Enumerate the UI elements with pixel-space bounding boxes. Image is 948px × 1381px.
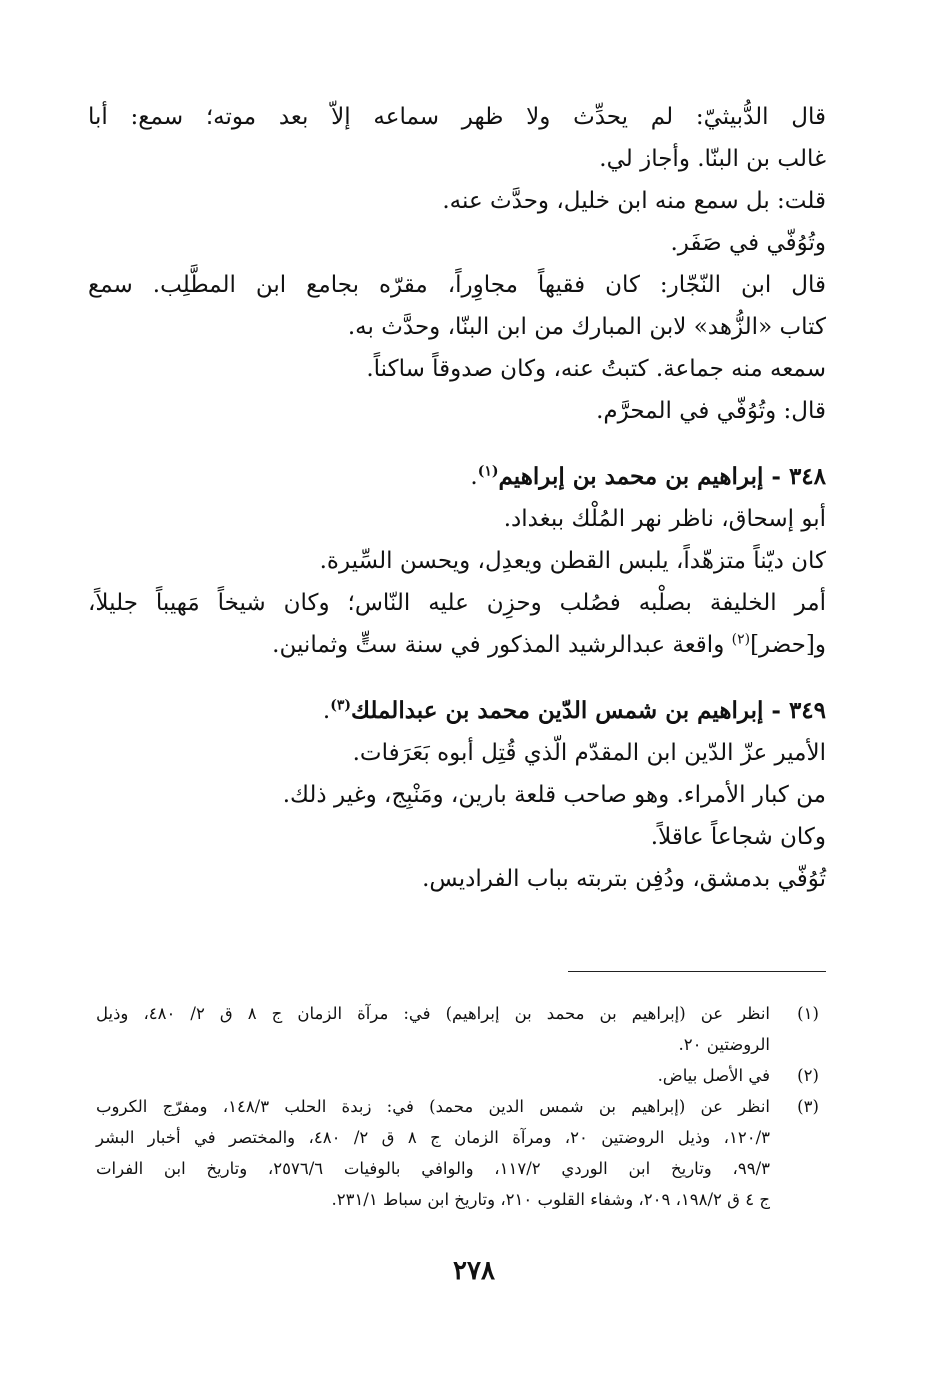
entry-heading-348 <box>88 456 826 498</box>
footnote-line: في الأصل بياض. <box>657 1066 770 1085</box>
footnote-text <box>96 1060 770 1091</box>
footnote-line: ج ٤ ق ١٩٨/٢، ٢٠٩، وشفاء القلوب ٢١٠، وتاريخ ابن سباط ٢٣١/١. <box>331 1190 770 1209</box>
entry-title: ٣٤٩ - إبراهيم بن شمس الدّين محمد بن عبدالملك <box>351 697 826 724</box>
text-line: قال ابن النّجّار: كان فقيهاً مجاوِراً، مقرّه بجامع ابن المطَّلِب. سمع <box>88 272 826 298</box>
footnote-line: انظر عن (إبراهيم بن محمد بن إبراهيم) في: مرآة الزمان ج ٨ ق ٢/ ٤٨٠، وذيل <box>96 1004 770 1023</box>
text-line: قلت: بل سمع منه ابن خليل، وحدَّث عنه. <box>442 188 826 214</box>
footnote-number: (١) <box>797 1004 819 1023</box>
text-line: قال: وتُوُفّي في المحرَّم. <box>596 398 826 424</box>
footnote-divider <box>568 971 826 972</box>
footnote-line: انظر عن (إبراهيم بن شمس الدين محمد) في: زبدة الحلب ١٤٨/٣، ومفرّج الكروب <box>96 1097 770 1116</box>
footnote-line: ١٢٠/٣، وذيل الروضتين ٢٠، ومرآة الزمان ج ٨ ق ٢/ ٤٨٠، والمختصر في أخبار البشر <box>96 1128 770 1147</box>
text-line: أبو إسحاق، ناظر نهر المُلْك ببغداد. <box>503 506 826 532</box>
footnote-line: الروضتين ٢٠. <box>678 1035 770 1054</box>
text-line: وتُوُفّي في صَفَر. <box>670 230 826 256</box>
entry-heading-349 <box>88 690 826 732</box>
text-span: و[حضر] <box>750 632 826 658</box>
heading-end: . <box>470 464 478 490</box>
text-line: غالب بن البنّا. وأجاز لي. <box>599 146 826 172</box>
text-line: من كبار الأمراء. وهو صاحب قلعة بارين، ومَنْبِج، وغير ذلك. <box>282 782 826 808</box>
footnote-text <box>96 998 770 1060</box>
text-line: كان ديّناً متزهّداً، يلبس القطن ويعدِل، ويحسن السِّيرة. <box>319 548 826 574</box>
text-span: واقعة عبدالرشيد المذكور في سنة ستٍّ وثمانين. <box>272 632 732 658</box>
footnote-ref[interactable]: (١) <box>477 463 499 480</box>
footnote-number: (٣) <box>797 1097 819 1116</box>
page-number: ٢٧٨ <box>453 1256 495 1286</box>
text-line: سمعه منه جماعة. كتبتُ عنه، وكان صدوقاً ساكناً. <box>366 356 826 382</box>
main-text <box>88 96 826 900</box>
footnote-3 <box>96 1091 828 1215</box>
footnote-ref[interactable]: (٣) <box>330 697 352 714</box>
text-line: تُوُفّي بدمشق، ودُفِن بتربته بباب الفراديس. <box>422 866 826 892</box>
entry-title: ٣٤٨ - إبراهيم بن محمد بن إبراهيم <box>498 463 826 490</box>
text-line: أمر الخليفة بصلْبه فصُلب وحزِن عليه النّاس؛ وكان شيخاً مَهيباً جليلاً، <box>88 590 826 616</box>
footnote-number: (٢) <box>797 1066 819 1085</box>
text-line: وكان شجاعاً عاقلاً. <box>650 824 826 850</box>
heading-end: . <box>322 698 331 724</box>
text-line: كتاب «الزُّهد» لابن المبارك من ابن البنّا، وحدَّث به. <box>347 314 826 340</box>
text-line: قال الدُّبيثيّ: لم يحدِّث ولا ظهر سماعه إلاّ بعد موته؛ سمع: أبا <box>88 104 826 130</box>
footnote-text <box>96 1091 770 1215</box>
text-line: الأمير عزّ الدّين ابن المقدّم الّذي قُتِل أبوه بَعَرَفات. <box>352 740 826 766</box>
footnote-1 <box>96 998 828 1060</box>
footnotes <box>96 998 828 1215</box>
footnote-line: ٩٩/٣، وتاريخ ابن الوردي ١١٧/٢، والوافي بالوفيات ٢٥٧٦/٦، وتاريخ ابن الفرات <box>96 1159 770 1178</box>
footnote-2 <box>96 1060 828 1091</box>
text-line <box>88 624 826 666</box>
footnote-ref[interactable]: (٢) <box>731 631 751 648</box>
